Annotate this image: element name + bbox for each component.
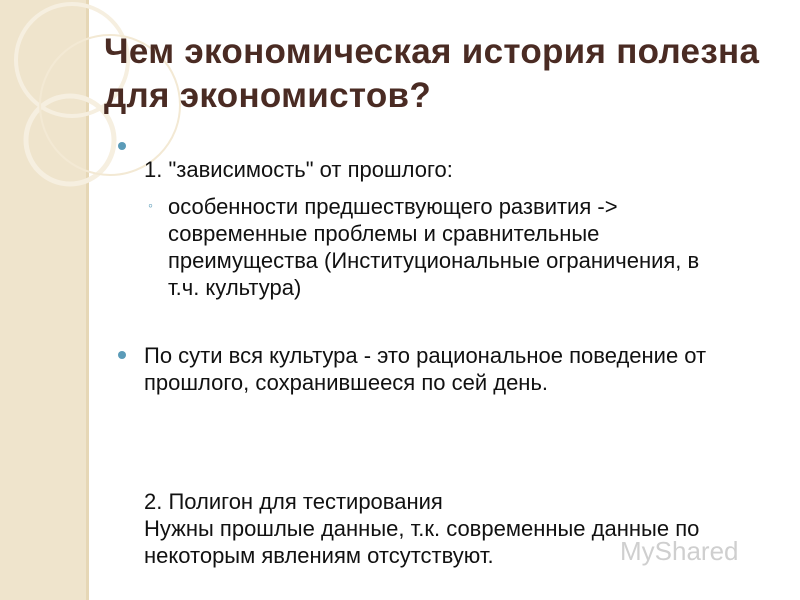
bullet-dot	[118, 351, 126, 359]
sub-bullet-marker: ◦	[148, 197, 153, 213]
item1-heading: 1. "зависимость" от прошлого:	[144, 157, 453, 182]
bullet-dot	[118, 142, 126, 150]
slide-title: Чем экономическая история полезна для экономистов?	[104, 32, 760, 115]
item3-line1: 2. Полигон для тестирования	[144, 489, 443, 514]
item1-sub-text: особенности предшествующего развития -> современные проблемы и сравнительные преимущества (Институциональные ограничения, в т.ч. культура)	[168, 194, 700, 300]
watermark: MyShared	[620, 536, 739, 566]
item3-line2: Нужны прошлые данные, т.к. современные данные по некоторым явлениям отсутствуют.	[144, 516, 700, 568]
item2-text: По сути вся культура - это рациональное поведение от прошлого, сохранившееся по сей день.	[144, 343, 707, 395]
